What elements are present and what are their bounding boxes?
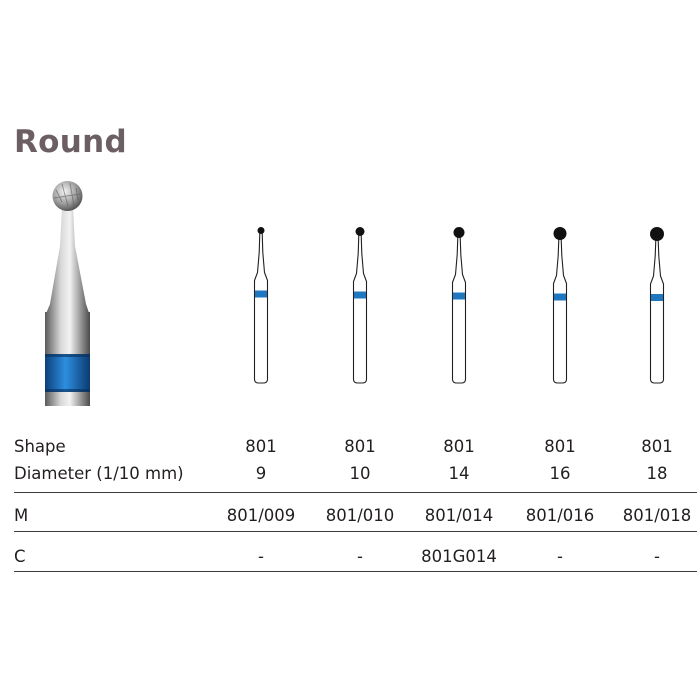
shape-cell: 801	[245, 437, 277, 456]
shape-cell: 801	[344, 437, 376, 456]
m-cell: 801/009	[226, 506, 296, 525]
c-cell: -	[654, 547, 660, 566]
c-cell: 801G014	[421, 547, 497, 566]
m-cell: 801/014	[424, 506, 494, 525]
bur-diagram	[550, 224, 570, 384]
divider	[14, 531, 697, 532]
bur-diagram	[647, 224, 667, 384]
bur-photo	[38, 176, 98, 408]
bur-diagram	[350, 224, 370, 384]
diameter-row-label: Diameter (1/10 mm)	[14, 464, 184, 483]
diameter-cell: 9	[255, 464, 267, 483]
shape-cell: 801	[641, 437, 673, 456]
c-cell: -	[258, 547, 264, 566]
shape-cell: 801	[544, 437, 576, 456]
c-cell: -	[357, 547, 363, 566]
m-cell: 801/010	[325, 506, 395, 525]
shape-row-label: Shape	[14, 437, 66, 456]
shape-cell: 801	[443, 437, 475, 456]
m-row-label: M	[14, 506, 29, 525]
diameter-cell: 16	[549, 464, 571, 483]
divider	[14, 492, 697, 493]
diameter-cell: 14	[448, 464, 470, 483]
m-cell: 801/018	[622, 506, 692, 525]
diameter-cell: 10	[349, 464, 371, 483]
divider	[14, 571, 697, 572]
diameter-cell: 18	[646, 464, 668, 483]
c-row-label: C	[14, 547, 26, 566]
bur-diagram	[449, 224, 469, 384]
c-cell: -	[557, 547, 563, 566]
m-cell: 801/016	[525, 506, 595, 525]
bur-diagram	[251, 224, 271, 384]
page-title: Round	[14, 124, 127, 160]
